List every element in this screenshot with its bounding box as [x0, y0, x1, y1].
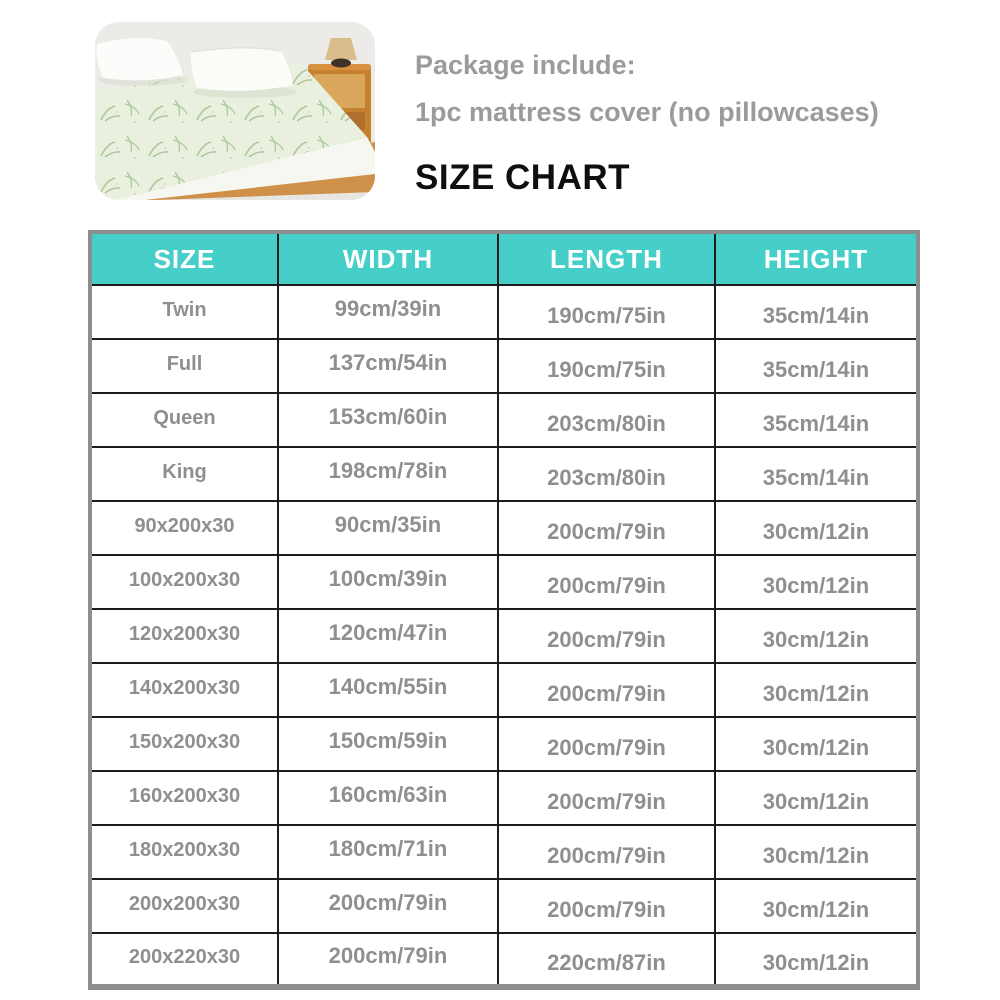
length-cell: 200cm/79in	[498, 771, 715, 825]
table-row	[90, 501, 918, 555]
pillow-right	[191, 48, 293, 91]
size-cell: Full	[90, 339, 278, 393]
height-cell: 30cm/12in	[715, 879, 918, 933]
height-cell: 30cm/12in	[715, 501, 918, 555]
table-row	[90, 555, 918, 609]
table-row	[90, 393, 918, 447]
length-cell: 200cm/79in	[498, 609, 715, 663]
table-row	[90, 447, 918, 501]
length-cell: 200cm/79in	[498, 555, 715, 609]
length-cell: 203cm/80in	[498, 393, 715, 447]
height-cell: 30cm/12in	[715, 825, 918, 879]
table-row	[90, 771, 918, 825]
size-table-body	[90, 285, 918, 987]
height-cell: 35cm/14in	[715, 447, 918, 501]
size-cell: King	[90, 447, 278, 501]
size-cell: 180x200x30	[90, 825, 278, 879]
height-cell: 35cm/14in	[715, 339, 918, 393]
width-cell: 120cm/47in	[278, 609, 498, 663]
length-cell: 190cm/75in	[498, 339, 715, 393]
width-cell: 200cm/79in	[278, 933, 498, 987]
width-cell: 153cm/60in	[278, 393, 498, 447]
size-cell: 100x200x30	[90, 555, 278, 609]
table-row	[90, 717, 918, 771]
length-cell: 220cm/87in	[498, 933, 715, 987]
length-cell: 190cm/75in	[498, 285, 715, 339]
width-cell: 198cm/78in	[278, 447, 498, 501]
size-cell: 200x220x30	[90, 933, 278, 987]
table-row	[90, 933, 918, 987]
column-header-size: SIZE	[90, 232, 278, 285]
width-cell: 150cm/59in	[278, 717, 498, 771]
length-cell: 200cm/79in	[498, 663, 715, 717]
size-cell: 150x200x30	[90, 717, 278, 771]
table-row	[90, 609, 918, 663]
width-cell: 140cm/55in	[278, 663, 498, 717]
table-row	[90, 663, 918, 717]
header-row	[90, 232, 918, 285]
size-cell: 200x200x30	[90, 879, 278, 933]
size-chart-table	[88, 230, 920, 990]
size-cell: 120x200x30	[90, 609, 278, 663]
length-cell: 200cm/79in	[498, 825, 715, 879]
column-header-width: WIDTH	[278, 232, 498, 285]
width-cell: 180cm/71in	[278, 825, 498, 879]
bed-illustration	[95, 22, 375, 200]
size-table-header	[90, 232, 918, 285]
size-cell: Twin	[90, 285, 278, 339]
package-info	[415, 50, 975, 197]
height-cell: 30cm/12in	[715, 609, 918, 663]
length-cell: 200cm/79in	[498, 717, 715, 771]
width-cell: 90cm/35in	[278, 501, 498, 555]
column-header-length: LENGTH	[498, 232, 715, 285]
table-row	[90, 825, 918, 879]
width-cell: 137cm/54in	[278, 339, 498, 393]
package-include-label: Package include:	[415, 50, 636, 80]
height-cell: 30cm/12in	[715, 717, 918, 771]
height-cell: 30cm/12in	[715, 555, 918, 609]
width-cell: 200cm/79in	[278, 879, 498, 933]
size-cell: 90x200x30	[90, 501, 278, 555]
table-row	[90, 339, 918, 393]
width-cell: 160cm/63in	[278, 771, 498, 825]
height-cell: 35cm/14in	[715, 393, 918, 447]
width-cell: 100cm/39in	[278, 555, 498, 609]
length-cell: 200cm/79in	[498, 501, 715, 555]
table-row	[90, 879, 918, 933]
height-cell: 30cm/12in	[715, 771, 918, 825]
length-cell: 203cm/80in	[498, 447, 715, 501]
size-cell: Queen	[90, 393, 278, 447]
size-chart-title: SIZE CHART	[415, 158, 630, 197]
size-cell: 160x200x30	[90, 771, 278, 825]
product-photo	[95, 22, 375, 200]
column-header-height: HEIGHT	[715, 232, 918, 285]
length-cell: 200cm/79in	[498, 879, 715, 933]
width-cell: 99cm/39in	[278, 285, 498, 339]
package-contents-text: 1pc mattress cover (no pillowcases)	[415, 97, 879, 127]
height-cell: 35cm/14in	[715, 285, 918, 339]
table-row	[90, 285, 918, 339]
size-cell: 140x200x30	[90, 663, 278, 717]
height-cell: 30cm/12in	[715, 663, 918, 717]
height-cell: 30cm/12in	[715, 933, 918, 987]
